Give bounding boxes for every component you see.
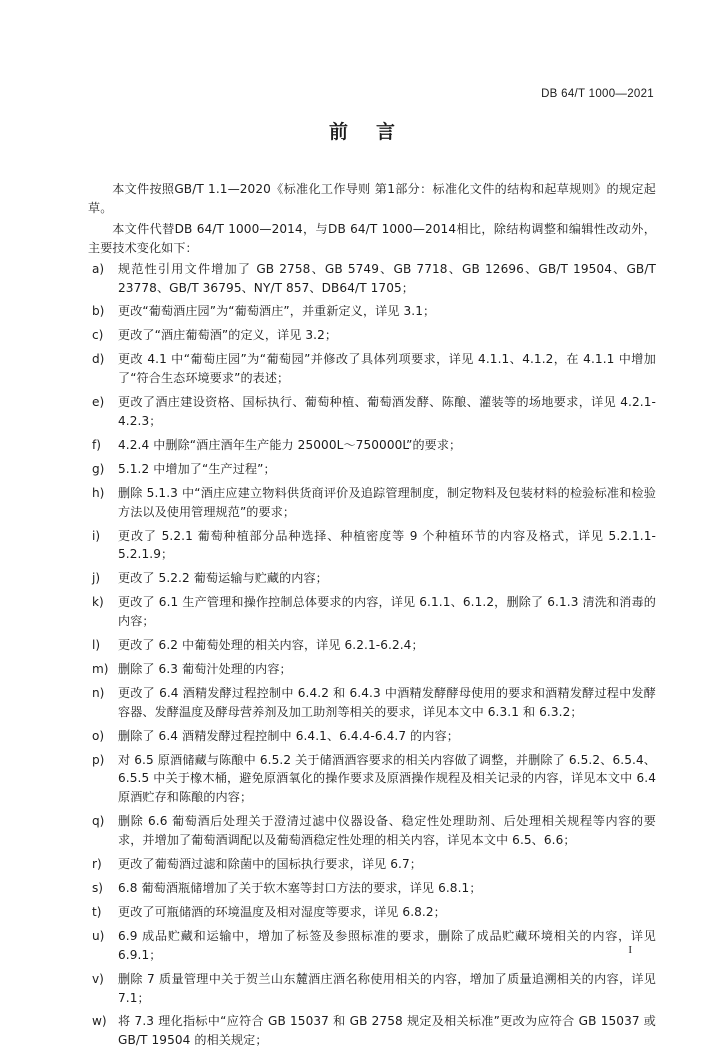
list-item-text: 删除 7 质量管理中关于贺兰山东麓酒庄酒名称使用相关的内容，增加了质量追溯相关的内容，详见 7.1； [118,971,656,1005]
list-item-label: f) [92,437,101,452]
list-item-label: s) [92,881,104,895]
list-item [88,727,656,746]
list-item-label: v) [92,971,104,986]
list-item-label: w) [92,1014,107,1029]
list-item [88,970,656,1008]
list-item [88,393,656,431]
list-item-label: i) [92,528,101,543]
list-item [88,593,656,631]
list-item-label: t) [92,904,102,919]
list-item-label: q) [92,814,105,829]
list-item-label: u) [92,928,105,943]
document-body [88,180,656,1055]
list-item-label: g) [92,461,105,476]
list-item [88,660,656,679]
list-item-text: 对 6.5 原酒储藏与陈酿中 6.5.2 关于储酒酒容要求的相关内容做了调整，并删除了 6.5.2、6.5.4、6.5.5 中关于橡木桶，避免原酒氧化的操作要求及原酒操作规程及相关记录的内容，详见本文中 6.4 原酒贮存和陈酿的内容； [118,752,656,805]
list-item [88,879,656,898]
list-item [88,636,656,655]
list-item-text: 更改了“酒庄葡萄酒”的定义，详见 3.2； [118,328,338,343]
list-item-text: 更改了 6.1 生产管理和操作控制总体要求的内容，详见 6.1.1、6.1.2，删除了 6.1.3 清洗和消毒的内容； [118,595,656,629]
list-item-text: 更改了酒庄建设资格、国标执行、葡萄种植、葡萄酒发酵、陈酿、灌装等的场地要求，详见 4.2.1-4.2.3； [118,395,656,428]
list-item-text: 删除了 6.4 酒精发酵过程控制中 6.4.1、6.4.4-6.4.7 的内容； [118,728,459,743]
list-item-text: 更改了 6.2 中葡萄处理的相关内容，详见 6.2.1-6.2.4； [118,638,424,653]
list-item-label: e) [92,395,105,410]
list-item [88,569,656,588]
list-item-label: l) [92,638,101,653]
page-number: I [628,944,632,956]
list-item [88,260,656,298]
list-item-text: 更改了葡萄酒过滤和除菌中的国标执行要求，详见 6.7； [118,857,422,872]
list-item [88,1012,656,1050]
list-item-text: 6.9 成品贮藏和运输中，增加了标签及参照标准的要求，删除了成品贮藏环境相关的内容，详见 6.9.1； [118,928,656,962]
list-item-label: h) [92,485,105,500]
list-item [88,927,656,965]
list-item-text: 删除 6.6 葡萄酒后处理关于澄清过滤中仪器设备、稳定性处理助剂、后处理相关规程等内容的要求，并增加了葡萄酒调配以及葡萄酒稳定性处理的相关内容，详见本文中 6.5、6.6； [118,814,656,848]
list-item-text: 更改 4.1 中“葡萄庄园”为“葡萄园”并修改了具体列项要求，详见 4.1.1、4.1.2，在 4.1.1 中增加了“符合生态环境要求”的表述； [118,352,656,386]
list-item-text: 更改“葡萄酒庄园”为“葡萄酒庄”，并重新定义，详见 3.1； [118,304,436,319]
list-item [88,684,656,722]
list-item-text: 更改了 5.2.1 葡萄种植部分品种选择、种植密度等 9 个种植环节的内容及格式，详见 5.2.1.1-5.2.1.9； [118,528,656,562]
list-item-text: 5.1.2 中增加了“生产过程”； [118,461,276,476]
list-item [88,460,656,479]
list-item-label: c) [92,328,104,343]
list-item [88,812,656,850]
list-item [88,527,656,565]
list-item [88,326,656,345]
list-item-label: a) [92,261,105,276]
list-item-text: 更改了可瓶储酒的环境温度及相对湿度等要求，详见 6.8.2； [118,904,446,919]
list-item-label: r) [92,857,102,872]
list-item-label: k) [92,595,104,610]
list-item [88,302,656,321]
list-item-text: 删除 5.1.3 中“酒庄应建立物料供货商评价及追踪管理制度，制定物料及包装材料的检验标准和检验方法以及使用管理规范”的要求； [118,485,656,519]
list-item-label: b) [92,304,105,319]
list-item-label: m) [92,661,109,676]
list-item-text: 删除了 6.3 葡萄汁处理的内容； [118,661,292,676]
list-item-text: 更改了 5.2.2 葡萄运输与贮藏的内容； [118,571,328,586]
list-item [88,350,656,388]
list-item [88,751,656,808]
replacement-paragraph: 本文件代替DB 64/T 1000—2014，与DB 64/T 1000—2014相比，除结构调整和编辑性改动外，主要技术变化如下： [88,221,656,255]
list-item [88,855,656,874]
list-item [88,484,656,522]
list-item [88,903,656,922]
list-item-label: o) [92,728,105,743]
list-item-text: 4.2.4 中删除“酒庄酒年生产能力 25000L～750000L”的要求； [118,437,462,452]
list-item-text: 6.8 葡萄酒瓶储增加了关于软木塞等封口方法的要求，详见 6.8.1； [118,881,482,895]
page-title: 前言 [328,121,423,143]
standard-code: DB 64/T 1000—2021 [541,88,654,100]
list-item-label: d) [92,352,105,367]
list-item-text: 规范性引用文件增加了 GB 2758、GB 5749、GB 7718、GB 12696、GB/T 19504、GB/T 23778、GB/T 36795、NY/T 857、DB64/T 1705； [118,261,656,295]
list-item-label: j) [92,571,101,586]
changes-list [88,260,656,1051]
list-item-text: 将 7.3 理化指标中“应符合 GB 15037 和 GB 2758 规定及相关标准”更改为应符合 GB 15037 或 GB/T 19504 的相关规定； [118,1014,656,1048]
list-item [88,436,656,455]
list-item-label: p) [92,752,105,767]
intro-paragraph: 本文件按照GB/T 1.1—2020《标准化工作导则 第1部分：标准化文件的结构和起草规则》的规定起草。 [88,182,656,215]
list-item-text: 更改了 6.4 酒精发酵过程控制中 6.4.2 和 6.4.3 中酒精发酵酵母使用的要求和酒精发酵过程中发酵容器、发酵温度及酵母营养剂及加工助剂等相关的要求，详见本文中 6.3.1 和 6.3.2； [118,685,656,719]
list-item-label: n) [92,685,105,700]
